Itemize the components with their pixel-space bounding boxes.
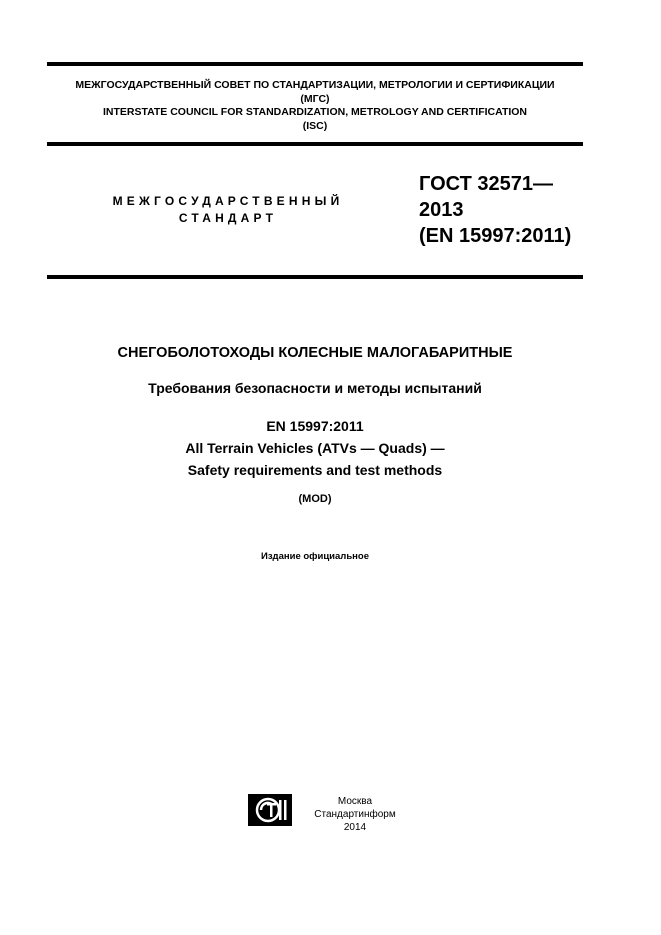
standard-code-line3: (EN 15997:2011): [419, 225, 572, 247]
publisher-name: Стандартинформ: [314, 809, 396, 820]
edition-label: Издание официальное: [261, 551, 369, 562]
standard-type-line1: МЕЖГОСУДАРСТВЕННЫЙ: [112, 194, 344, 208]
standard-code-line2: 2013: [419, 199, 464, 221]
council-en-abbr: (ISC): [302, 119, 328, 132]
publisher-city: Москва: [337, 796, 373, 807]
publication-year: 2014: [343, 822, 367, 833]
standard-code-line1: ГОСТ 32571—: [419, 173, 553, 195]
council-en-name: INTERSTATE COUNCIL FOR STANDARDIZATION, METROLOGY AND CERTIFICATION: [102, 106, 528, 118]
standard-code: [419, 171, 571, 249]
en-standard-code: EN 15997:2011: [266, 418, 364, 434]
en-title-line2: Safety requirements and test methods: [187, 462, 443, 478]
document-subtitle: Требования безопасности и методы испытаний: [148, 380, 482, 396]
publisher-imprint: [300, 795, 410, 834]
council-ru-abbr: (МГС): [300, 92, 330, 105]
council-header: [47, 79, 583, 133]
council-ru-name: МЕЖГОСУДАРСТВЕННЫЙ СОВЕТ ПО СТАНДАРТИЗАЦИИ, МЕТРОЛОГИИ И СЕРТИФИКАЦИИ: [75, 79, 555, 91]
standard-type-line2: СТАНДАРТ: [178, 211, 278, 225]
en-title-line1: All Terrain Vehicles (ATVs — Quads) —: [185, 440, 445, 456]
standard-type: [96, 193, 360, 227]
english-title-block: [47, 415, 583, 481]
logo-graphic: [248, 794, 292, 826]
bottom-divider: [47, 275, 583, 279]
middle-divider: [47, 142, 583, 146]
top-divider: [47, 62, 583, 66]
modification-mark: (MOD): [298, 493, 332, 505]
document-title: СНЕГОБОЛОТОХОДЫ КОЛЕСНЫЕ МАЛОГАБАРИТНЫЕ: [117, 345, 513, 361]
standartinform-logo-icon: [248, 794, 292, 826]
